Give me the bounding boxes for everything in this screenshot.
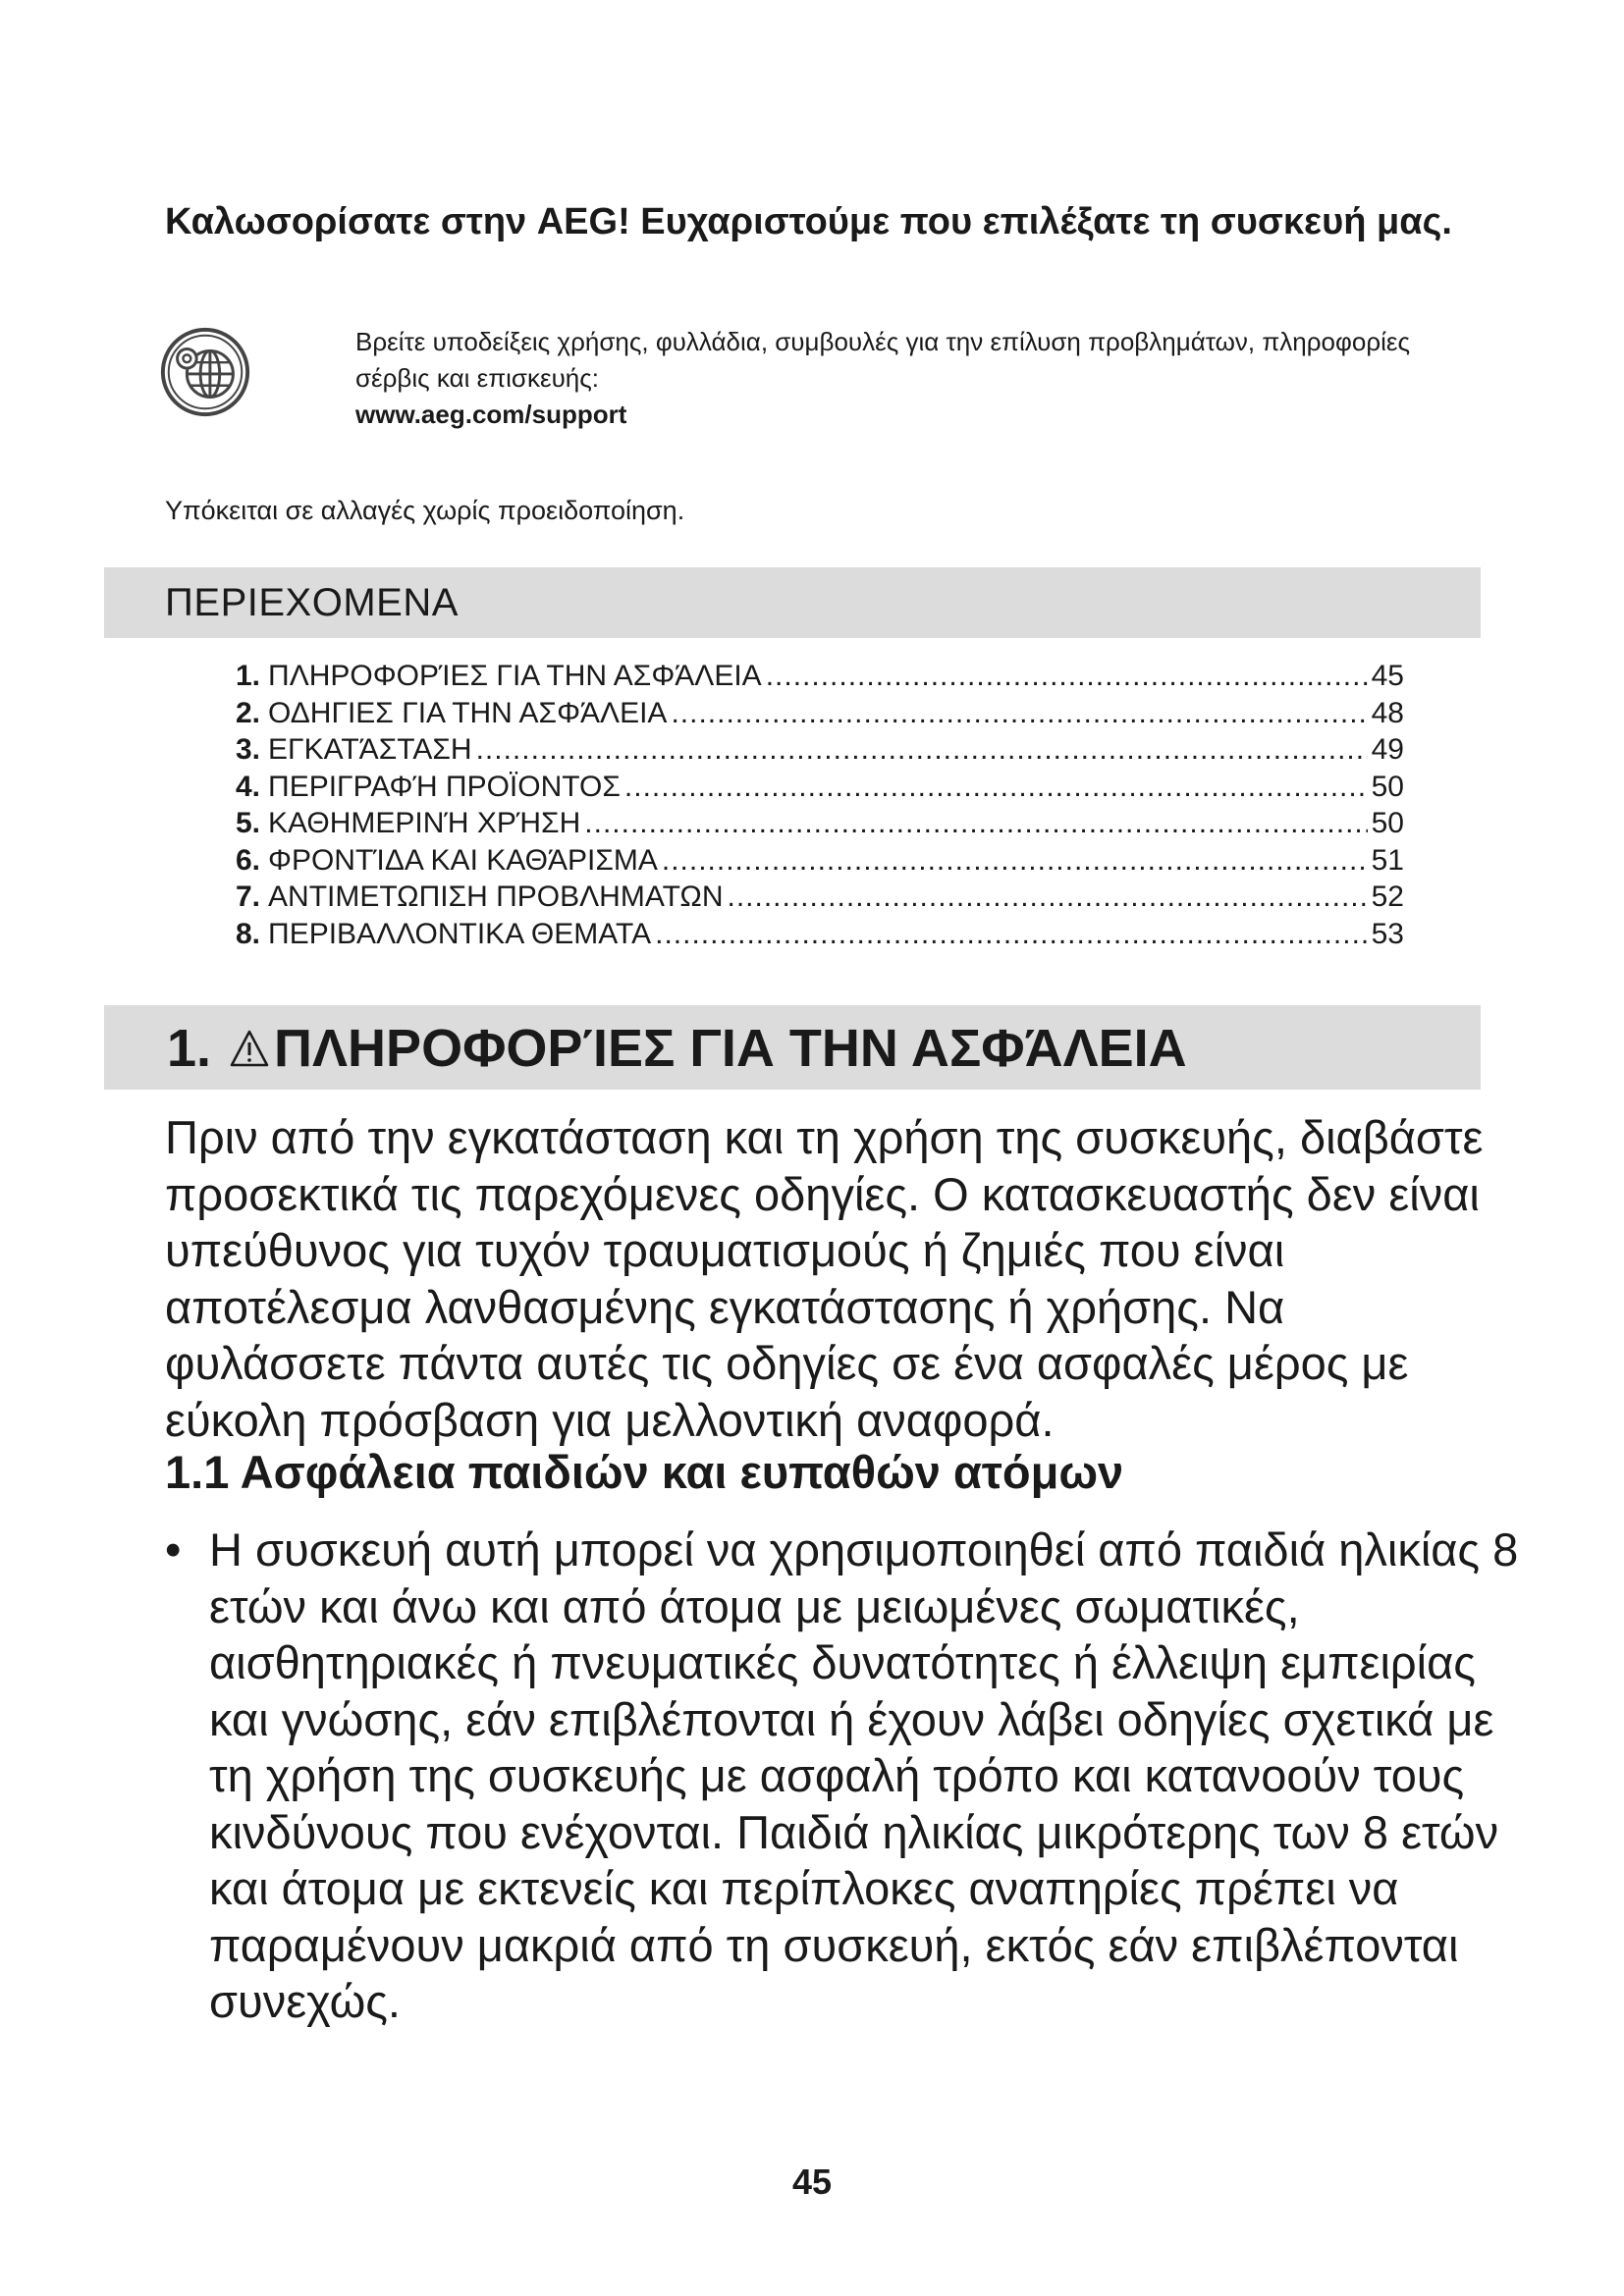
toc-leader [624, 769, 1368, 806]
toc-item-page: 48 [1371, 696, 1404, 729]
toc-title: ΠΕΡΙΕΧΟΜΕΝΑ [165, 581, 459, 624]
support-description: Βρείτε υποδείξεις χρήσης, φυλλάδια, συμβουλές για την επίλυση προβλημάτων, πληροφορίες σέρβις και επισκευής: [355, 327, 1411, 393]
toc-item-page: 50 [1371, 807, 1404, 839]
toc-item-number: 8. [236, 917, 261, 950]
toc-item-label: ΚΑΘΗΜΕΡΙΝΉ ΧΡΉΣΗ [268, 807, 581, 839]
toc-header-bar [104, 567, 1481, 638]
toc-item[interactable] [236, 658, 1404, 695]
toc-leader [671, 695, 1367, 732]
toc-item[interactable] [236, 879, 1404, 916]
toc-item-label: ΠΛΗΡΟΦΟΡΊΕΣ ΓΙΑ ΤΗΝ ΑΣΦΆΛΕΙΑ [268, 660, 762, 692]
toc-leader [662, 842, 1368, 880]
change-notice: Υπόκειται σε αλλαγές χωρίς προειδοποίηση. [165, 496, 685, 525]
toc-item[interactable] [236, 731, 1404, 769]
toc-leader [728, 879, 1368, 916]
toc-item[interactable] [236, 769, 1404, 806]
toc-item-number: 3. [236, 733, 261, 766]
toc-item-label: ΠΕΡΙΓΡΑΦΉ ΠΡΟΪΟΝΤΟΣ [268, 770, 621, 803]
toc-item-number: 7. [236, 881, 261, 913]
section-intro-paragraph: Πριν από την εγκατάσταση και τη χρήση της συσκευής, διαβάστε προσεκτικά τις παρεχόμενες οδηγίες. Ο κατασκευαστής δεν είναι υπεύθυνος για τυχόν τραυματισμούς ή ζημιές που είναι αποτέλεσμα λανθασμένης εγκατάστασης ή χρήσης. Να φυλάσσετε πάντα αυτές τις οδηγίες σε ένα ασφαλές μέρος με εύκολη πρόσβαση για μελλοντική αναφορά. [165, 1111, 1484, 1446]
toc-leader [766, 658, 1368, 695]
toc-item-label: ΟΔΗΓΙΕΣ ΓΙΑ ΤΗΝ ΑΣΦΆΛΕΙΑ [268, 696, 668, 729]
toc-item-number: 1. [236, 660, 261, 692]
toc-item[interactable] [236, 916, 1404, 953]
bullet-mark: • [165, 1523, 182, 1575]
toc-item-number: 4. [236, 770, 261, 803]
table-of-contents [236, 658, 1404, 952]
bullet-paragraph [165, 1522, 1525, 2030]
support-url[interactable]: www.aeg.com/support [355, 400, 627, 429]
toc-item-number: 6. [236, 843, 261, 877]
globe-at-icon [157, 324, 253, 420]
toc-item-number: 5. [236, 807, 261, 839]
toc-item-label: ΠΕΡΙΒΑΛΛΟΝΤΙΚΑ ΘΕΜΑΤΑ [268, 917, 652, 950]
welcome-heading: Καλωσορίσατε στην AEG! Ευχαριστούμε που επιλέξατε τη συσκευή μας. [165, 201, 1452, 242]
support-info [355, 324, 1475, 433]
toc-item-label: ΦΡΟΝΤΊΔΑ ΚΑΙ ΚΑΘΆΡΙΣΜΑ [268, 843, 658, 877]
toc-item[interactable] [236, 805, 1404, 842]
toc-item[interactable] [236, 695, 1404, 732]
subsection-title: 1.1 Ασφάλεια παιδιών και ευπαθών ατόμων [165, 1446, 1124, 1498]
section-title-text: ΠΛΗΡΟΦΟΡΊΕΣ ΓΙΑ ΤΗΝ ΑΣΦΆΛΕΙΑ [274, 1019, 1187, 1078]
page-number: 45 [791, 2162, 833, 2202]
toc-leader [584, 805, 1367, 842]
toc-item[interactable] [236, 842, 1404, 880]
section-header-bar [104, 1005, 1481, 1090]
toc-item-page: 49 [1371, 733, 1404, 766]
toc-item-page: 51 [1371, 843, 1404, 877]
section-number: 1. [167, 1019, 212, 1078]
toc-item-page: 52 [1371, 881, 1404, 913]
section-title [167, 1018, 1187, 1079]
toc-item-label: ΑΝΤΙΜΕΤΩΠΙΣΗ ΠΡΟΒΛΗΜΑΤΩΝ [268, 881, 724, 913]
warning-triangle-icon [229, 1029, 270, 1068]
toc-item-page: 53 [1371, 917, 1404, 950]
toc-leader [476, 731, 1368, 769]
toc-item-page: 50 [1371, 770, 1404, 803]
toc-item-number: 2. [236, 696, 261, 729]
bullet-text: Η συσκευή αυτή μπορεί να χρησιμοποιηθεί από παιδιά ηλικίας 8 ετών και άνω και από άτομα με μειωμένες σωματικές, αισθητηριακές ή πνευματικές δυνατότητες ή έλλειψη εμπειρίας και γνώσης, εάν επιβλέπονται ή έχουν λάβει οδηγίες σχετικά με τη χρήση της συσκευής με ασφαλή τρόπο και κατανοούν τους κινδύνους που ενέχονται. Παιδιά ηλικίας μικρότερης των 8 ετών και άτομα με εκτενείς και περίπλοκες αναπηρίες πρέπει να παραμένουν μακριά από τη συσκευή, εκτός εάν επιβλέπονται συνεχώς. [209, 1523, 1519, 2027]
toc-leader [655, 916, 1368, 953]
toc-item-page: 45 [1371, 660, 1404, 692]
toc-item-label: ΕΓΚΑΤΆΣΤΑΣΗ [268, 733, 472, 766]
